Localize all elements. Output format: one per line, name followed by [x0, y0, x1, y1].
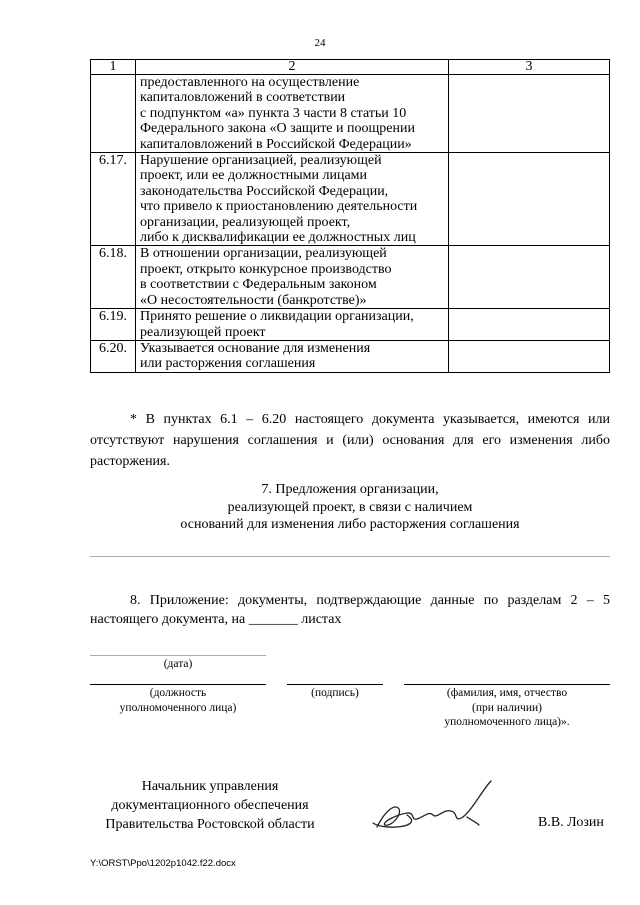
date-caption: (дата)	[163, 658, 193, 670]
row-number: 6.18.	[91, 246, 136, 309]
row-text: предоставленного на осуществление капиталовложений в соответствии с подпунктом «а» пункта 3 части 8 статьи 10 Федерального закона «О защите и поощрении капиталовложений в Российской Федерации»	[136, 75, 449, 153]
name-caption: (фамилия, имя, отчество (при наличии) уполномоченного лица)».	[444, 687, 570, 728]
table-header-row	[91, 60, 610, 75]
section-7-heading: 7. Предложения организации, реализующей проект, в связи с наличием оснований для изменения либо расторжения соглашения	[180, 482, 520, 532]
row-value	[449, 246, 610, 309]
header-col-1: 1	[91, 60, 136, 75]
signature-line	[287, 684, 383, 685]
table-row	[91, 75, 610, 153]
signature-caption: (подпись)	[311, 687, 359, 699]
row-number: 6.17.	[91, 153, 136, 246]
name-line	[404, 684, 610, 685]
data-table	[90, 59, 610, 373]
file-path: Y:\ORST\Ppo\1202p1042.f22.docx	[90, 858, 236, 869]
position-line	[90, 684, 266, 685]
header-col-3: 3	[449, 60, 610, 75]
table-row	[91, 340, 610, 372]
header-col-2: 2	[136, 60, 449, 75]
row-text: В отношении организации, реализующей проект, открыто конкурсное производство в соответствии с Федеральным законом «О несостоятельности (банкротстве)»	[136, 246, 449, 309]
signer-name: В.В. Лозин	[538, 815, 604, 830]
row-value	[449, 153, 610, 246]
row-text: Принято решение о ликвидации организации, реализующей проект	[136, 309, 449, 341]
table-row	[91, 309, 610, 341]
page-number: 24	[314, 37, 326, 49]
date-line	[90, 655, 266, 656]
handwritten-signature	[355, 775, 505, 837]
section-8-appendix: 8. Приложение: документы, подтверждающие данные по разделам 2 – 5 настоящего документа, на _______ листах	[90, 593, 610, 627]
position-caption: (должность уполномоченного лица)	[119, 687, 237, 714]
row-number: 6.20.	[91, 340, 136, 372]
row-value	[449, 75, 610, 153]
row-value	[449, 309, 610, 341]
table-row	[91, 153, 610, 246]
row-number	[91, 75, 136, 153]
row-number: 6.19.	[91, 309, 136, 341]
row-text: Нарушение организацией, реализующей проект, или ее должностными лицами законодательства Российской Федерации, что привело к приостановлению деятельности организации, реализующей проект, либо к дисквалификации ее должностных лиц	[136, 153, 449, 246]
section-7-input-line	[90, 556, 610, 557]
row-value	[449, 340, 610, 372]
table-row	[91, 246, 610, 309]
row-text: Указывается основание для изменения или расторжения соглашения	[136, 340, 449, 372]
footnote: * В пунктах 6.1 – 6.20 настоящего документа указывается, имеются или отсутствуют нарушения соглашения и (или) основания для его изменения либо расторжения.	[90, 412, 610, 469]
chief-title: Начальник управления документационного обеспечения Правительства Ростовской области	[105, 779, 315, 832]
